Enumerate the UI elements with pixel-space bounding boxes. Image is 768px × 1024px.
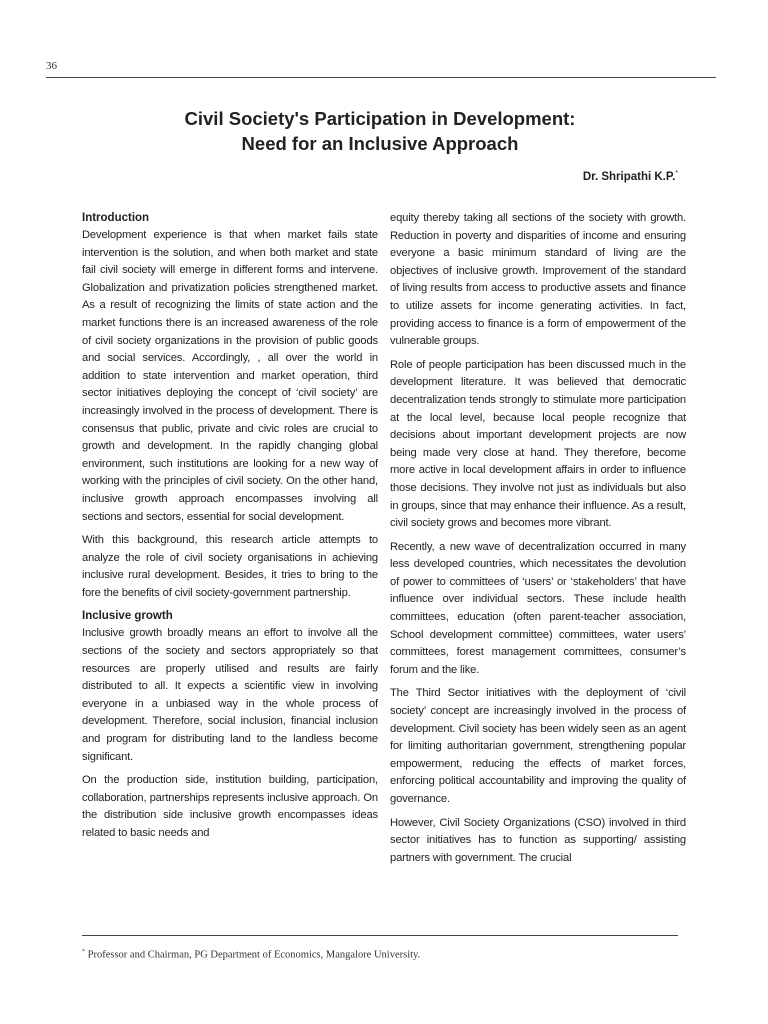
heading-introduction: Introduction <box>82 212 150 224</box>
header-rule <box>46 77 716 78</box>
heading-inclusive-growth: Inclusive growth <box>82 610 173 623</box>
footnote-text: Professor and Chairman, PG Department of Economics, Mangalore University. <box>87 949 421 961</box>
author-byline <box>583 170 678 183</box>
title-line-1: Civil Society's Participation in Development: <box>184 108 576 129</box>
right-column <box>390 210 686 873</box>
paragraph: With this background, this research article attempts to analyze the role of civil society organisations in achieving inclusive rural development. Besides, it tries to bring to the fore the benefits of civil society-government partnership. <box>82 534 378 599</box>
author-name: Dr. Shripathi K.P. <box>582 170 676 183</box>
footnote-rule <box>82 935 678 936</box>
paragraph: On the production side, institution building, participation, collaboration, partnerships represents inclusive approach. On the distribution side inclusive growth encompasses ideas related to basic needs and <box>82 774 378 839</box>
left-column <box>82 210 378 849</box>
page-number: 36 <box>46 60 57 72</box>
footnote-mark: * <box>82 949 85 955</box>
article-title <box>60 106 700 156</box>
paragraph: Development experience is that when market fails state intervention is the solution, and when both market and state fail civil society will emerge in different forms and intervene. Globalization and privatization policies strengthened market. As a result of recognizing the limits of state action and the market functions there is an increased awareness of the role of civil society organizations in the provision of public goods and social services. Accordingly, , all over the world in addition to state intervention and market operation, third sector initiatives deploying the concept of ‘civil society’ are increasingly involved in the process of development. There is consensus that public, private and civic roles are crucial to growth and development. In the rapidly changing global environment, such institutions are looking for a new way of working with the principles of civil society. On the other hand, inclusive growth approach encompasses involving all sections and sectors, essential for social development. <box>82 229 378 523</box>
paragraph: Inclusive growth broadly means an effort to involve all the sections of the society and sectors appropriately so that resources are properly utilised and results are fairly distributed to all. It expects a scientific view in involving everyone in a unbiased way in the whole process of development. Therefore, social inclusion, financial inclusion and program for distributing land to the landless become significant. <box>82 627 378 763</box>
paragraph: Recently, a new wave of decentralization occurred in many less developed countries, which necessitates the devolution of power to committees of ‘users’ or ‘stakeholders’ that have influence over individual sectors. These include health committees, education (often parent-teacher association, School development committee) committees, water users’ committees, forest management committees, consumer’s forum and the like. <box>390 540 686 676</box>
paragraph: equity thereby taking all sections of the society with growth. Reduction in poverty and disparities of income and ensuring everyone a basic minimum standard of living are the objectives of inclusive growth. Improvement of the standard of living results from access to productive assets and finance to utilize assets for income generating activities. In fact, providing access to finance is a form of empowerment of the vulnerable groups. <box>390 212 686 348</box>
footnote <box>82 949 420 961</box>
paragraph: Role of people participation has been discussed much in the development literature. It was believed that democratic decentralization tends strongly to stimulate more participation at the local level, because local people recognize that decisions about important development projects are now being made very close at hand. They therefore, become more active in local development affairs in order to influence those decisions. They involve not just as individuals but also in groups, since that may enhance their influence. As a result, civil society grows and becomes more vibrant. <box>390 358 686 530</box>
paragraph: However, Civil Society Organizations (CSO) involved in third sector initiatives has to function as supporting/ assisting partners with government. The crucial <box>390 816 686 864</box>
author-footnote-mark: * <box>675 170 678 177</box>
title-line-2: Need for an Inclusive Approach <box>241 133 519 154</box>
paragraph: The Third Sector initiatives with the deployment of ‘civil society’ concept are increasingly involved in the process of development. Civil society has been widely seen as an agent for limiting authoritarian government, strengthening popular empowerment, reducing the effects of market forces, enforcing political accountability and improving the quality of governance. <box>390 687 686 805</box>
